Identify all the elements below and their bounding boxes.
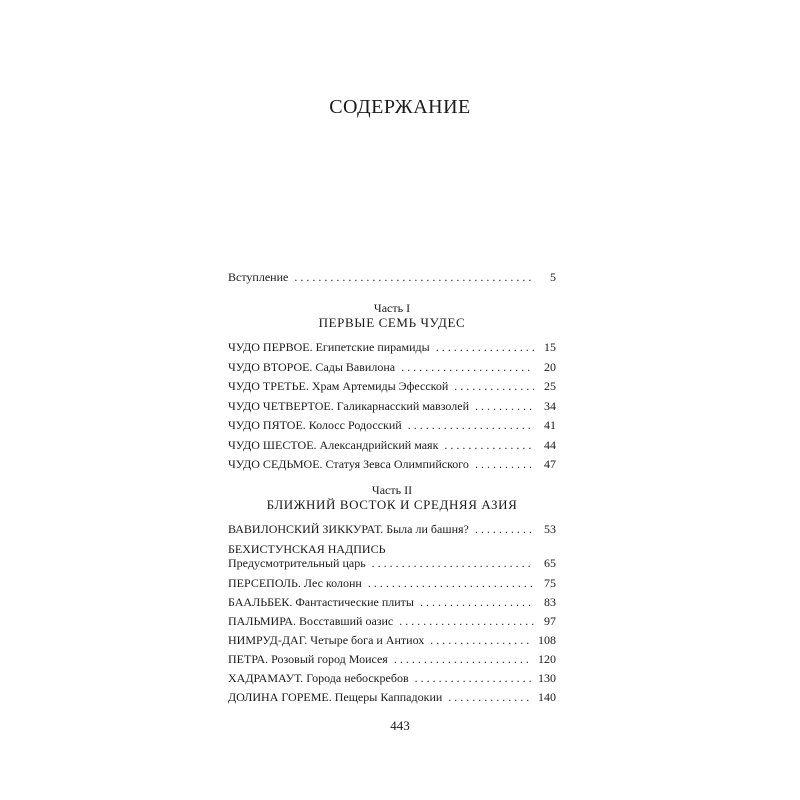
toc-entry [228,379,556,399]
toc-entry [228,690,556,709]
toc-entry-page: 41 [544,418,556,432]
toc-part-1 [228,301,556,331]
toc-entry-page: 130 [538,671,556,685]
toc-leader-dots [475,457,534,471]
toc-entry-page: 44 [544,437,556,452]
toc-entry [228,522,556,542]
toc-entry-label: ЧУДО ПЕРВОЕ. Египетские пирамиды [228,340,430,354]
toc-leader-dots [372,556,534,570]
toc-part-1-entries [228,340,556,477]
toc-entry-heading: БЕХИСТУНСКАЯ НАДПИСЬ [228,542,386,556]
toc-entry-page: 97 [544,614,556,628]
toc-entry-label: ЧУДО СЕДЬМОЕ. Статуя Зевса Олимпийского [228,457,469,471]
toc-leader-dots [444,438,534,452]
toc-entry [228,576,556,595]
toc-entry-label: ДОЛИНА ГОРЕМЕ. Пещеры Каппадокии [228,690,443,704]
toc-entry-page: 20 [544,359,556,374]
toc-entry-label: Вступление [228,270,289,284]
toc-leader-dots [448,690,532,704]
toc-leader-dots [430,633,532,647]
toc-entry [228,556,556,576]
toc-entry-label: ЧУДО ТРЕТЬЕ. Храм Артемиды Эфесской [228,379,449,393]
toc-entry [228,671,556,690]
page-number: 443 [390,718,410,733]
toc-entry-page: 83 [544,595,556,609]
toc-entry-label: ЧУДО ВТОРОЕ. Сады Вавилона [228,359,396,374]
toc-leader-dots [454,379,534,393]
toc-entry-page: 140 [538,690,556,704]
part-name: БЛИЖНИЙ ВОСТОК И СРЕДНЯЯ АЗИЯ [266,497,518,512]
toc-leader-dots [475,399,534,413]
toc-leader-dots [436,340,534,354]
part-heading: Часть I [373,301,411,315]
toc-entry-label: ЧУДО ЧЕТВЕРТОЕ. Галикарнасский мавзолей [228,398,469,413]
toc-entry-page: 34 [544,398,556,413]
toc-leader-dots [368,576,534,590]
toc-entry [228,360,556,380]
toc-entry [228,595,556,614]
toc-leader-dots [401,360,534,374]
toc-entry [228,633,556,652]
toc-entry [228,438,556,458]
toc-entry-label: ЧУДО ШЕСТОЕ. Александрийский маяк [228,437,439,452]
toc-leader-dots [399,614,534,628]
page-title: СОДЕРЖАНИЕ [329,96,471,118]
toc-leader-dots [408,418,534,432]
toc-entry-page: 25 [544,379,556,393]
toc-entry-label: ЧУДО ПЯТОЕ. Колосс Родосский [228,418,402,432]
toc-intro [228,270,556,284]
toc-entry-label: ХАДРАМАУТ. Города небоскребов [228,671,409,685]
toc-entry-label: ПАЛЬМИРА. Восставший оазис [228,614,394,628]
toc-leader-dots [294,270,534,284]
toc-entry-label: ПЕТРА. Розовый город Моисея [228,652,388,666]
part-name: ПЕРВЫЕ СЕМЬ ЧУДЕС [318,315,466,330]
toc-entry [228,418,556,438]
toc-leader-dots [394,652,532,666]
toc-leader-dots [420,595,534,609]
toc-entry-page: 75 [544,576,556,590]
toc-entry-label: БААЛЬБЕК. Фантастические плиты [228,595,414,609]
toc-entry [228,399,556,419]
toc-entry-label: Предусмотрительный царь [228,556,366,570]
part-heading: Часть II [371,483,413,497]
toc-entry [228,652,556,671]
toc-entry [228,457,556,477]
toc-entry-label: ПЕРСЕПОЛЬ. Лес колонн [228,576,362,590]
toc-part-2-entries [228,522,556,709]
toc-entry-label: ВАВИЛОНСКИЙ ЗИККУРАТ. Была ли башня? [228,522,469,536]
toc-entry-label: НИМРУД-ДАГ. Четыре бога и Антиох [228,633,425,647]
toc-entry-page: 53 [544,522,556,536]
toc-entry [228,340,556,360]
toc-entry-page: 15 [544,340,556,354]
toc-entry-page: 47 [544,457,556,471]
toc-entry [228,270,556,284]
toc-entry-page: 120 [538,652,556,666]
toc-part-2 [228,483,556,513]
toc-entry-page: 65 [544,556,556,570]
toc-entry-page: 108 [538,633,556,647]
toc-entry-page: 5 [550,270,556,284]
toc-entry [228,614,556,633]
toc-leader-dots [475,522,534,536]
toc-leader-dots [415,671,532,685]
